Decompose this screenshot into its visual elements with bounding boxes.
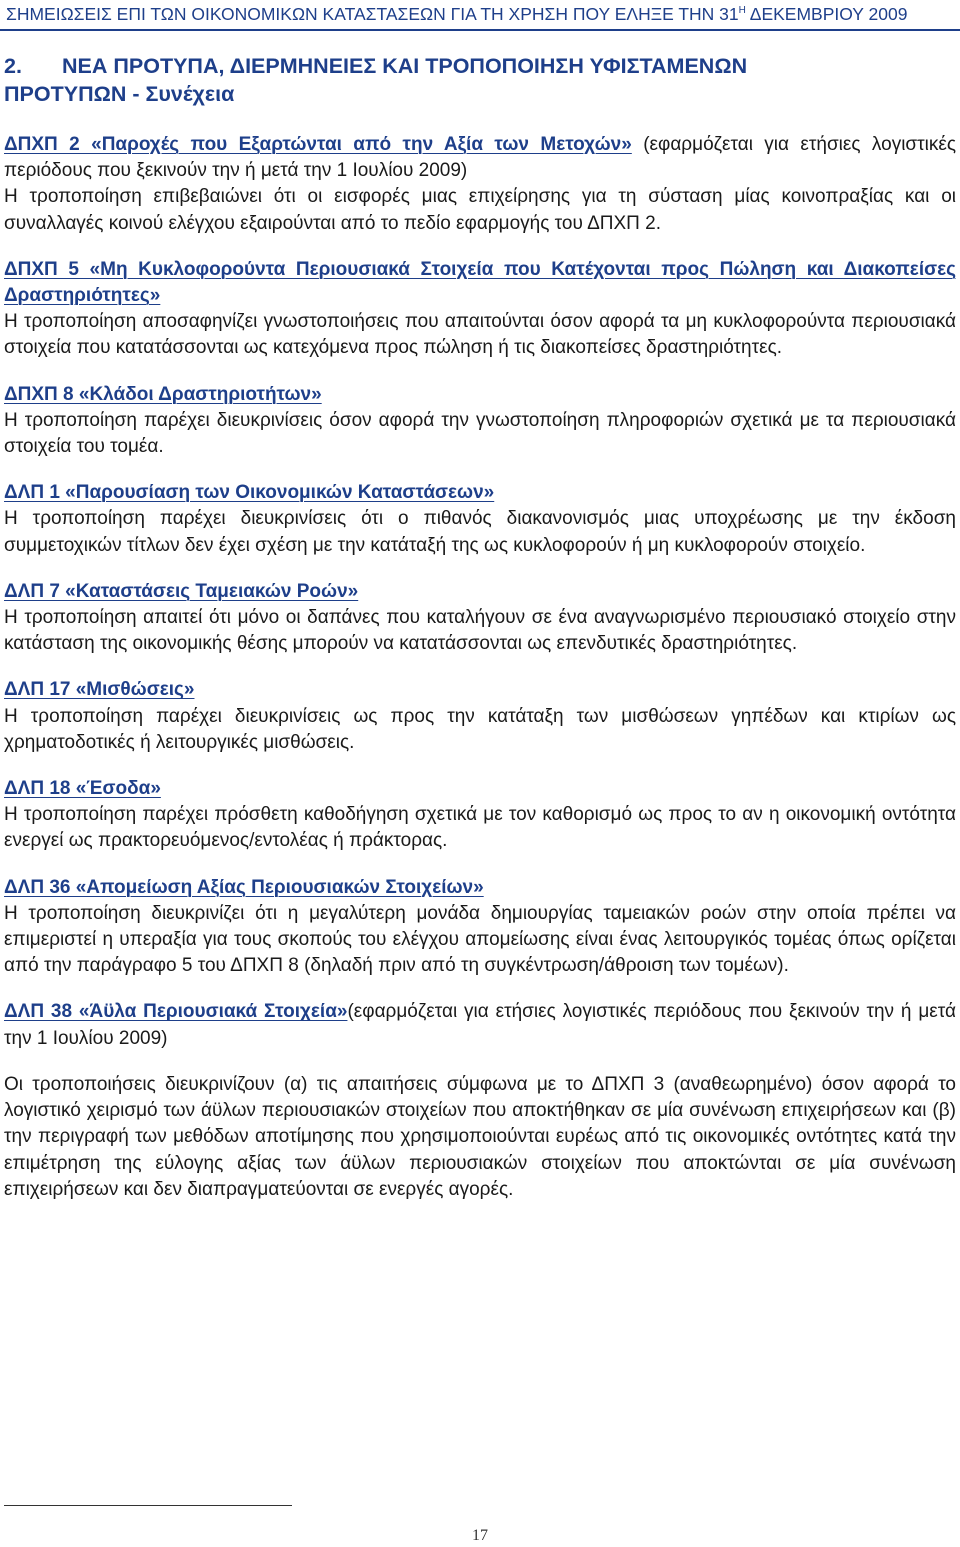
heading-line-2: ΠΡΟΤΥΠΩΝ - Συνέχεια <box>4 82 235 106</box>
standard-description: Οι τροποποιήσεις διευκρινίζουν (α) τις απαιτήσεις σύμφωνα με το ΔΠΧΠ 3 (αναθεωρημένο) όσον αφορά το λογιστικό χειρισμό των άϋλων περιουσιακών στοιχείων που αποκτήθηκαν σε μία συνένωση επιχειρήσεων και (β) την περιγραφή των μεθόδων αποτίμησης που χρησιμοποιούνται ευρέως από τις οικονομικές οντότητες κατά την επιμέτρηση της εύλογης αξίας των άϋλων περιουσιακών στοιχείων που αποκτώνται σε μία συνένωση επιχειρήσεων και δεν διαπραγματεύονται σε ενεργές αγορές. <box>4 1073 956 1200</box>
header-rule <box>0 29 960 31</box>
standard-section-ias17 <box>4 677 956 756</box>
standard-section-ifrs5 <box>4 257 956 362</box>
heading-line-1: ΝΕΑ ΠΡΟΤΥΠΑ, ΔΙΕΡΜΗΝΕΙΕΣ ΚΑΙ ΤΡΟΠΟΠΟΙΗΣΗ ΥΦΙΣΤΑΜΕΝΩΝ <box>62 54 748 78</box>
standard-section-ifrs2 <box>4 132 956 237</box>
standard-description: Η τροποποίηση διευκρινίζει ότι η μεγαλύτερη μονάδα δημιουργίας ταμειακών ροών στην οποία πρέπει να επιμεριστεί η υπεραξία για τους σκοπούς του ελέγχου απομείωσης είναι ένας λειτουργικός τομέας όπως ορίζεται από την παράγραφο 5 του ΔΠΧΠ 8 (δηλαδή πριν από τη συγκέντρωση/άθροιση των τομέων). <box>4 902 956 977</box>
standard-description: Η τροποποίηση αποσαφηνίζει γνωστοποιήσεις που απαιτούνται όσον αφορά τα μη κυκλοφορούντα περιουσιακά στοιχεία που κατατάσσονται ως κατεχόμενα προς πώληση ή τις διακοπείσες δραστηριότητες. <box>4 311 956 359</box>
standard-description: Η τροποποίηση απαιτεί ότι μόνο οι δαπάνες που καταλήγουν σε ένα αναγνωρισμένο περιουσιακό στοιχείο στην κατάσταση της οικονομικής θέσης μπορούν να κατατάσσονται ως επενδυτικές δραστηριότητες. <box>4 607 956 655</box>
standard-description: Η τροποποίηση παρέχει διευκρινίσεις ως προς την κατάταξη των μισθώσεων γηπέδων και κτιρίων ως χρηματοδοτικές ή λειτουργικές μισθώσεις. <box>4 705 956 753</box>
standard-section-ias36 <box>4 875 956 980</box>
standard-section-ias18 <box>4 776 956 855</box>
standard-section-ias38 <box>4 999 956 1202</box>
standard-description: Η τροποποίηση παρέχει διευκρινίσεις ότι ο πιθανός διακανονισμός μιας υποχρέωσης με την έκδοση συμμετοχικών τίτλων δεν έχει σχέση με την κατάταξή της ως κυκλοφορούν ή μη κυκλοφορούν στοιχείο. <box>4 508 956 556</box>
paragraph-gap <box>4 1052 956 1072</box>
standard-title: ΔΛΠ 36 «Απομείωση Αξίας Περιουσιακών Στοιχείων» <box>4 876 484 898</box>
standard-description: Η τροποποίηση επιβεβαιώνει ότι οι εισφορές μιας επιχείρησης για τη σύσταση μίας κοινοπραξίας και οι συναλλαγές κοινού ελέγχου εξαιρούνται από το πεδίο εφαρμογής του ΔΠΧΠ 2. <box>4 186 956 234</box>
footer-rule <box>4 1505 292 1506</box>
standard-title: ΔΛΠ 17 «Μισθώσεις» <box>4 679 195 701</box>
heading-number: 2. <box>4 54 22 78</box>
standard-title: ΔΠΧΠ 2 «Παροχές που Εξαρτώνται από την Αξία των Μετοχών» <box>4 134 632 155</box>
standard-applicability: (εφαρμόζεται για ετήσιες λογιστικές περιόδους που ξεκινούν την ή μετά την 1 Ιουλίου 2009) <box>4 1001 956 1049</box>
standard-applicability: (εφαρμόζεται για ετήσιες λογιστικές περιόδους που ξεκινούν την ή μετά την 1 Ιουλίου 2009) <box>4 134 957 182</box>
section-heading <box>4 52 956 108</box>
standard-title: ΔΛΠ 7 «Καταστάσεις Ταμειακών Ροών» <box>4 580 359 602</box>
header-superscript: Η <box>738 5 746 17</box>
standard-description: Η τροποποίηση παρέχει πρόσθετη καθοδήγηση σχετικά με τον καθορισμό ως προς το αν η οικονομική οντότητα ενεργεί ως πρακτορευόμενος/εντολέας ή πράκτορας. <box>4 804 956 852</box>
standard-section-ias1 <box>4 480 956 559</box>
standard-title: ΔΠΧΠ 5 «Μη Κυκλοφορούντα Περιουσιακά Στοιχεία που Κατέχονται προς Πώληση και Διακοπείσες Δραστηριότητες» <box>4 258 956 307</box>
running-header <box>0 0 960 34</box>
standard-title: ΔΛΠ 38 «Άϋλα Περιουσιακά Στοιχεία» <box>4 1001 348 1023</box>
standard-title: ΔΛΠ 18 «Έσοδα» <box>4 778 161 800</box>
standard-section-ifrs8 <box>4 382 956 461</box>
standard-section-ias7 <box>4 579 956 658</box>
page-number: 17 <box>472 1527 488 1544</box>
standard-title: ΔΛΠ 1 «Παρουσίαση των Οικονομικών Καταστάσεων» <box>4 482 495 504</box>
header-text: ΣΗΜΕΙΩΣΕΙΣ ΕΠΙ ΤΩΝ ΟΙΚΟΝΟΜΙΚΩΝ ΚΑΤΑΣΤΑΣΕΩΝ ΓΙΑ ΤΗ ΧΡΗΣΗ ΠΟΥ ΕΛΗΞΕ ΤΗΝ $31^H$ ΔΕΚΕΜΒΡΙΟΥ 2009 <box>6 4 908 24</box>
standard-title: ΔΠΧΠ 8 «Κλάδοι Δραστηριοτήτων» <box>4 383 322 405</box>
standard-description: Η τροποποίηση παρέχει διευκρινίσεις όσον αφορά την γνωστοποίηση πληροφοριών σχετικά με τα περιουσιακά στοιχεία του τομέα. <box>4 409 956 458</box>
page-content <box>4 52 956 1223</box>
